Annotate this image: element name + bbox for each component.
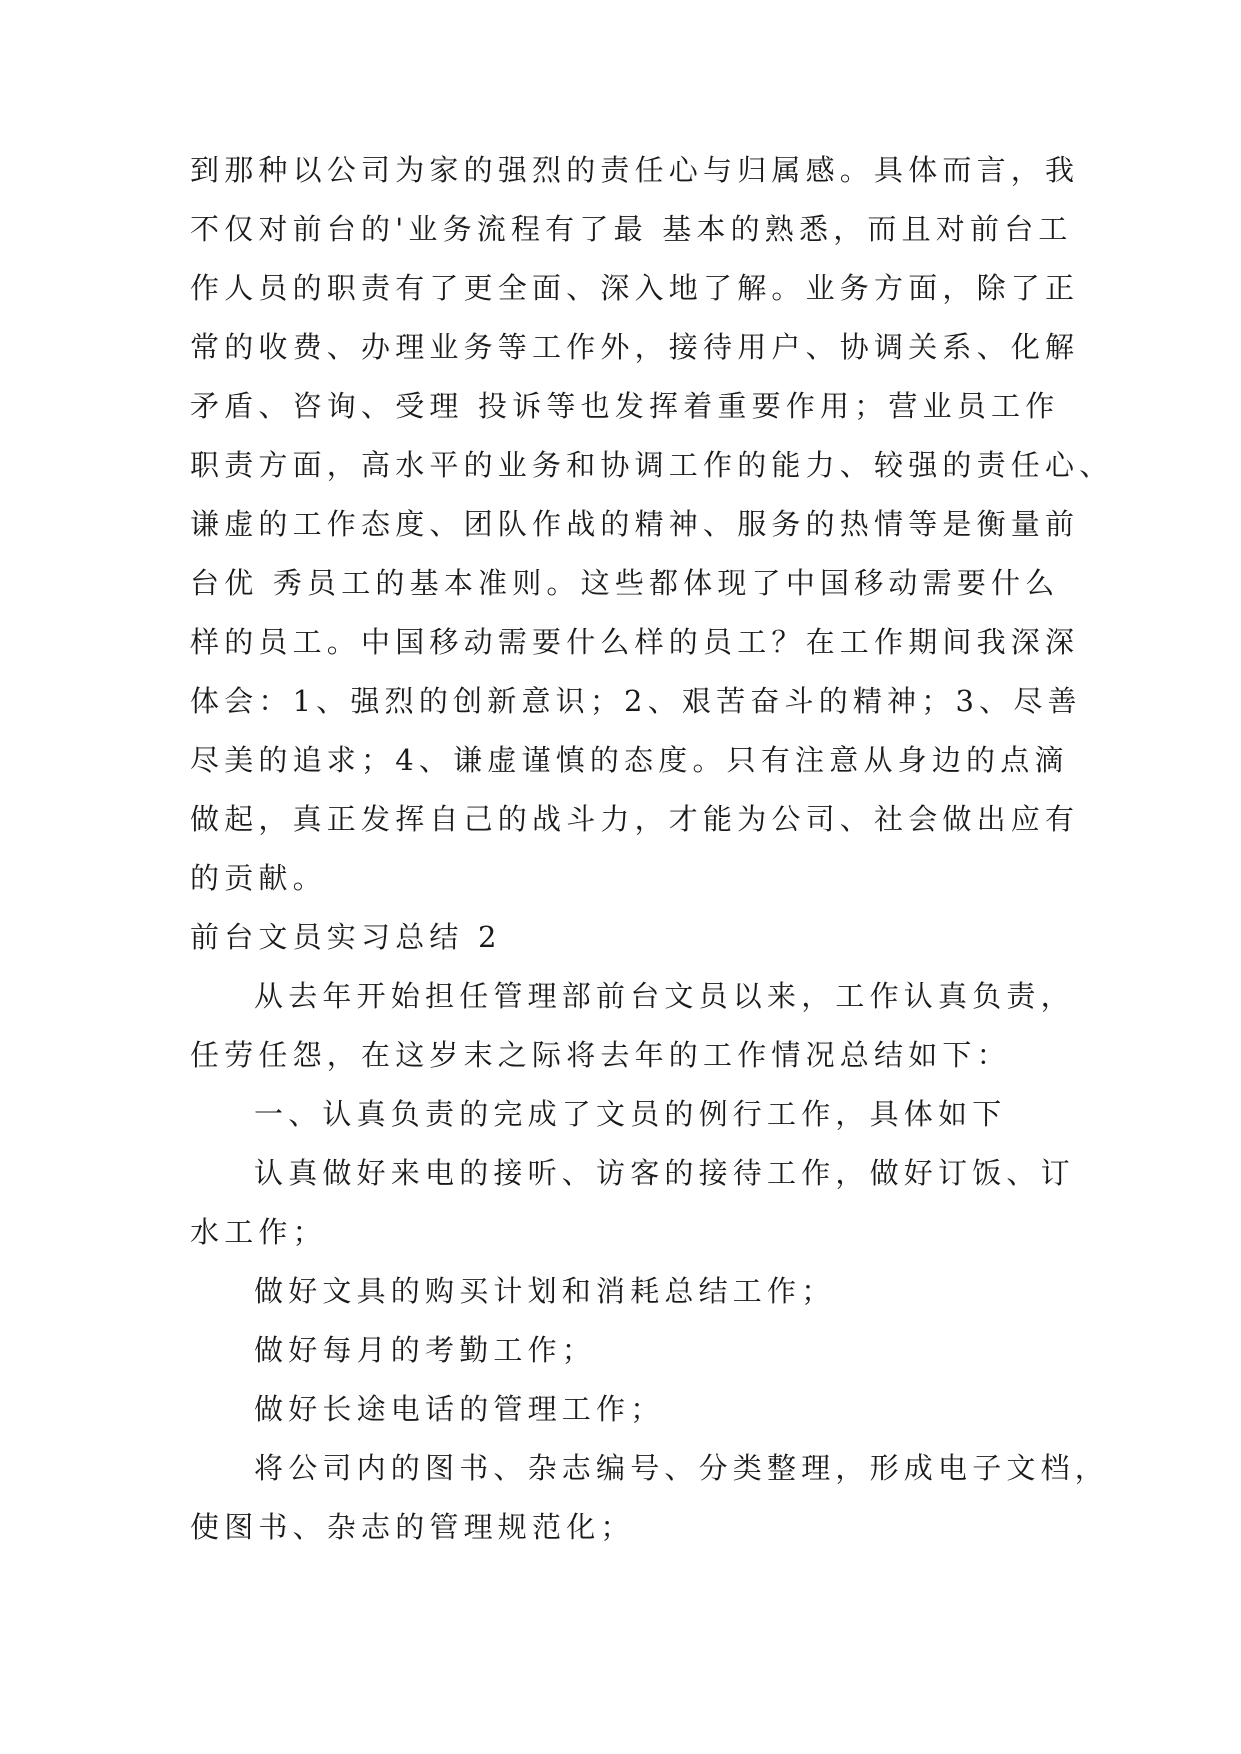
task-line: 做好长途电话的管理工作；: [254, 1392, 665, 1426]
body-text-line: 常的收费、办理业务等工作外，接待用户、协调关系、化解: [190, 330, 1080, 364]
body-text-line: 做起，真正发挥自己的战斗力，才能为公司、社会做出应有: [190, 802, 1080, 836]
task-line: 使图书、杂志的管理规范化；: [190, 1510, 635, 1544]
body-text-line: 尽美的追求；4、谦虚谨慎的态度。只有注意从身边的点滴: [190, 743, 1069, 777]
body-text-line: 作人员的职责有了更全面、深入地了解。业务方面，除了正: [190, 271, 1080, 305]
body-text-line: 谦虚的工作态度、团队作战的精神、服务的热情等是衡量前: [190, 507, 1080, 541]
body-text-line: 到那种以公司为家的强烈的责任心与归属感。具体而言，我: [190, 153, 1080, 187]
task-line: 做好文具的购买计划和消耗总结工作；: [254, 1274, 836, 1308]
body-text-line: 的贡献。: [190, 861, 327, 895]
task-line: 水工作；: [190, 1215, 327, 1249]
body-text-line: 矛盾、咨询、受理 投诉等也发挥着重要作用；营业员工作: [190, 389, 1060, 423]
task-line: 做好每月的考勤工作；: [254, 1333, 597, 1367]
body-text-line: 台优 秀员工的基本准则。这些都体现了中国移动需要什么: [190, 566, 1060, 600]
item-heading: 一、认真负责的完成了文员的例行工作，具体如下: [254, 1097, 1007, 1131]
body-text-line: 体会：1、强烈的创新意识；2、艰苦奋斗的精神；3、尽善: [190, 684, 1082, 718]
intro-text-line: 从去年开始担任管理部前台文员以来，工作认真负责，: [254, 979, 1075, 1013]
task-line: 将公司内的图书、杂志编号、分类整理，形成电子文档，: [254, 1451, 1110, 1485]
section-title: 前台文员实习总结 2: [190, 920, 502, 954]
body-text-line: 样的员工。中国移动需要什么样的员工？在工作期间我深深: [190, 625, 1080, 659]
intro-text-line: 任劳任怨，在这岁末之际将去年的工作情况总结如下：: [190, 1038, 1011, 1072]
task-line: 认真做好来电的接听、访客的接待工作，做好订饭、订: [254, 1156, 1075, 1190]
body-text-line: 不仅对前台的'业务流程有了最 基本的熟悉，而且对前台工: [190, 212, 1073, 246]
body-text-line: 职责方面，高水平的业务和协调工作的能力、较强的责任心、: [190, 448, 1114, 482]
